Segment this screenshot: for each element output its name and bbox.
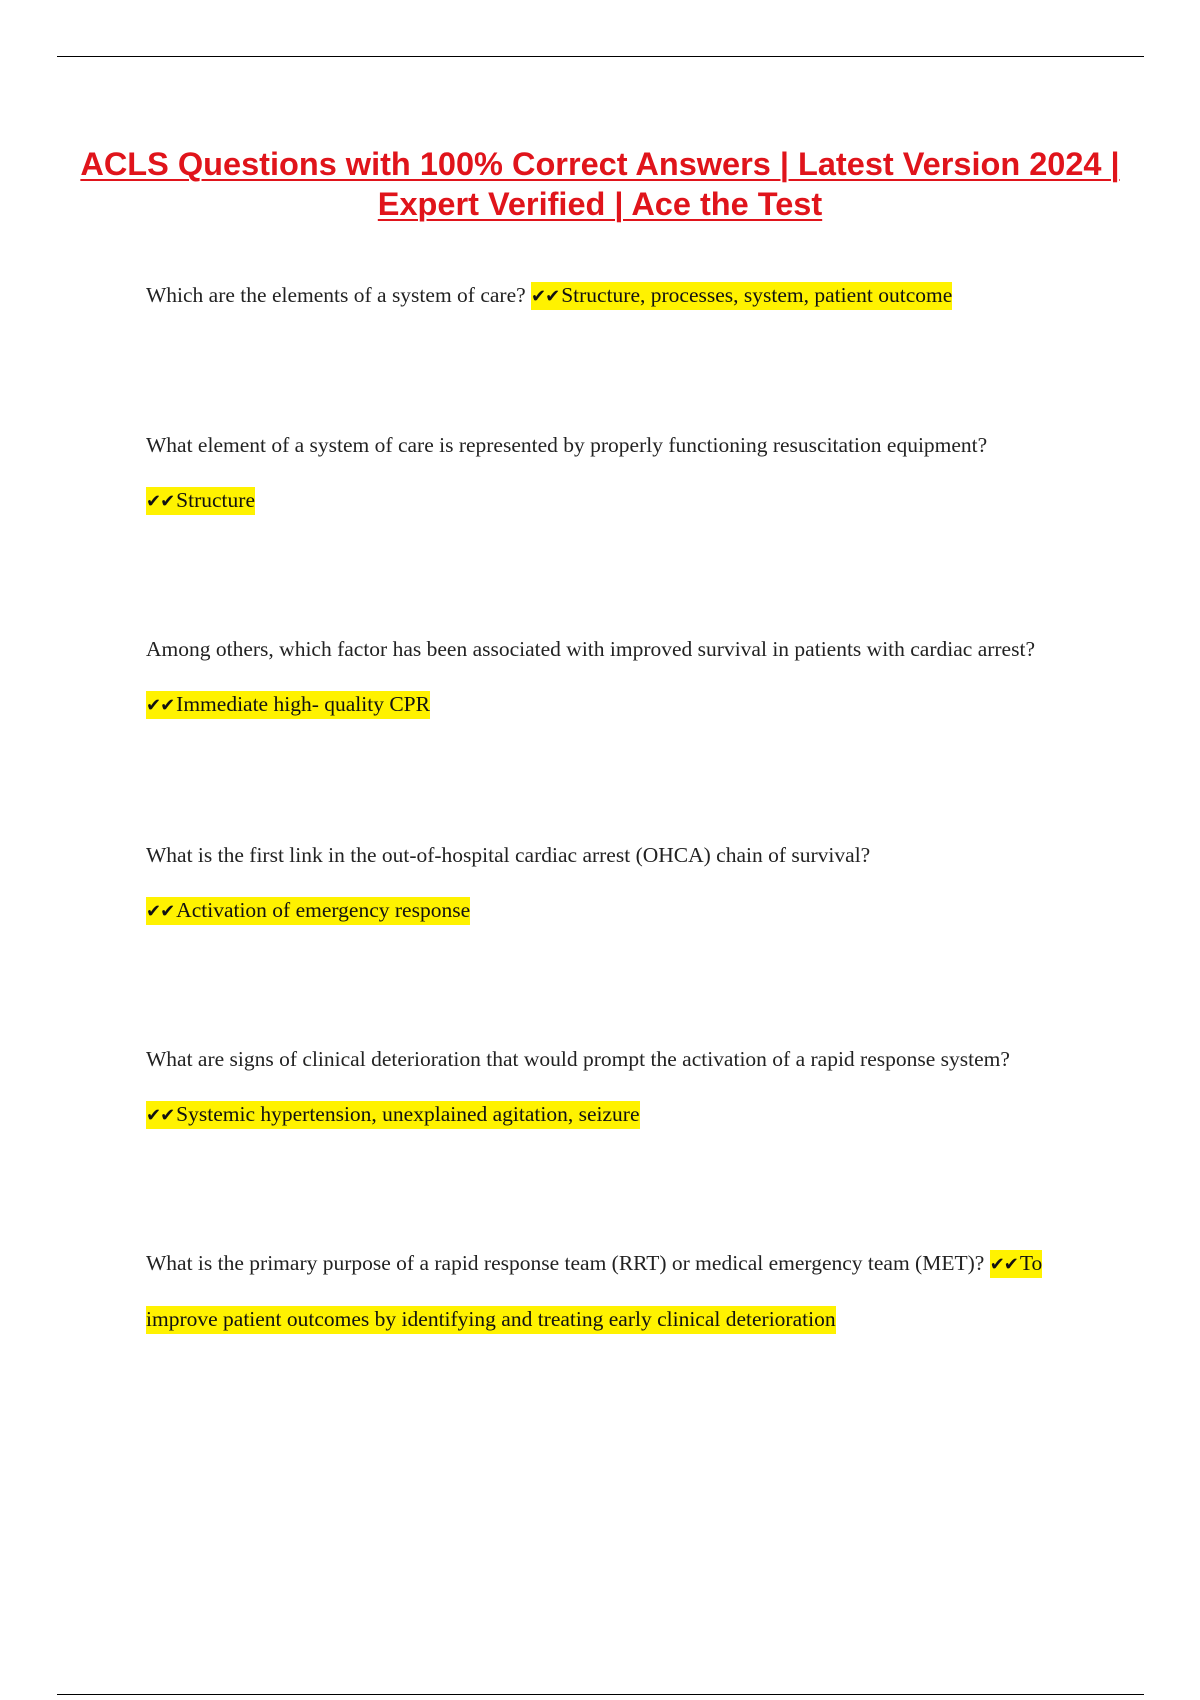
answer-text: To improve patient outcomes by identifying and treating early clinical deterioration (146, 1251, 1043, 1331)
qa-item-2 (146, 418, 1046, 529)
header-rule (57, 56, 1144, 57)
double-check-icon: ✔✔ (146, 1105, 175, 1126)
answer-text: Structure (176, 488, 255, 512)
question-text: What is the primary purpose of a rapid response team (RRT) or medical emergency team (MET)? (146, 1251, 985, 1275)
qa-item-6 (146, 1236, 1066, 1347)
double-check-icon: ✔✔ (989, 1254, 1018, 1275)
double-check-icon: ✔✔ (531, 286, 560, 307)
answer-text: Immediate high- quality CPR (176, 692, 430, 716)
qa-item-4 (146, 828, 996, 939)
answer-highlight (146, 691, 430, 719)
qa-item-1 (146, 268, 1146, 324)
qa-item-5 (146, 1032, 1076, 1143)
question-text: What is the first link in the out-of-hospital cardiac arrest (OHCA) chain of survival? (146, 843, 871, 867)
question-text: Which are the elements of a system of care? (146, 283, 526, 307)
answer-text: Activation of emergency response (176, 898, 471, 922)
question-text: What element of a system of care is represented by properly functioning resuscitation equipment? (146, 433, 988, 457)
qa-item-3 (146, 622, 1106, 733)
double-check-icon: ✔✔ (146, 901, 175, 922)
answer-highlight (146, 487, 255, 515)
answer-highlight (531, 282, 952, 310)
answer-text: Systemic hypertension, unexplained agitation, seizure (176, 1102, 640, 1126)
answer-highlight (146, 1101, 640, 1129)
answer-text: Structure, processes, system, patient outcome (561, 283, 953, 307)
double-check-icon: ✔✔ (146, 695, 175, 716)
question-text: Among others, which factor has been associated with improved survival in patients with cardiac arrest? (146, 637, 1035, 661)
document-title: ACLS Questions with 100% Correct Answers | Latest Version 2024 | Expert Verified | Ace the Test (80, 146, 1120, 222)
double-check-icon: ✔✔ (146, 491, 175, 512)
footer-rule (57, 1694, 1144, 1695)
question-text: What are signs of clinical deterioration that would prompt the activation of a rapid response system? (146, 1047, 1010, 1071)
answer-highlight (146, 897, 470, 925)
